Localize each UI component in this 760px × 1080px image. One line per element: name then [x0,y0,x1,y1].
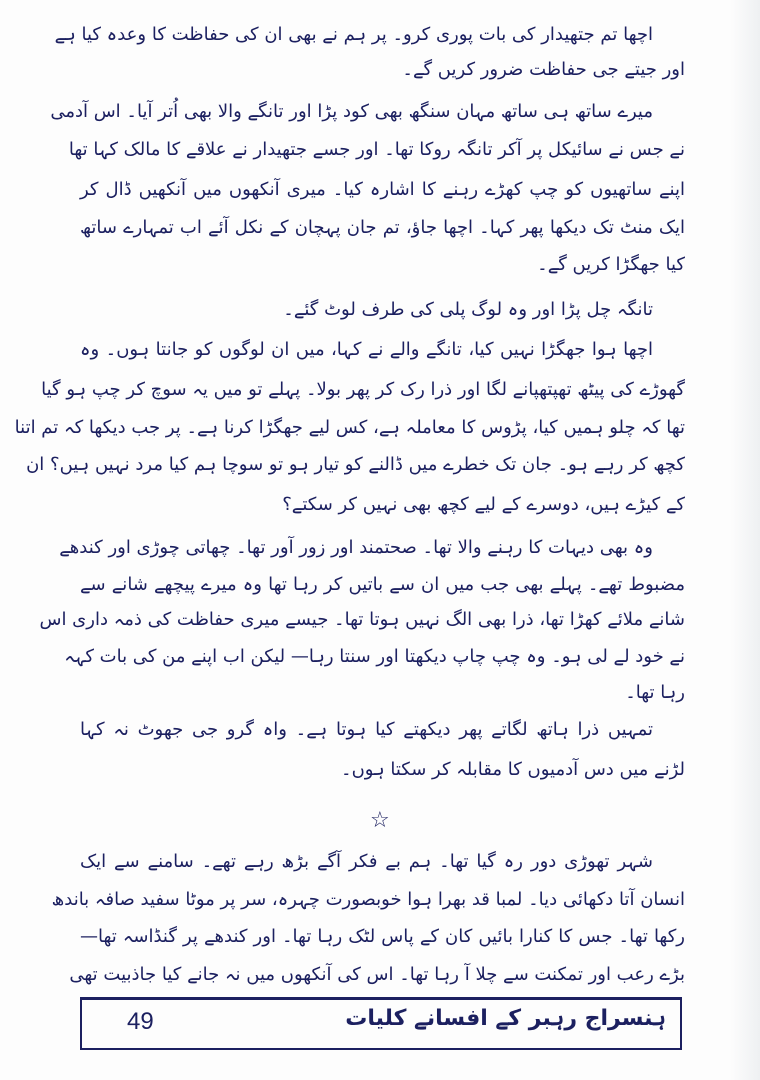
text-line: کچھ کر رہے ہو۔ جان تک خطرے میں ڈالنے کو تیار ہو تو سوچا ہم کیا مرد نہیں ہیں؟ ان [26,454,685,475]
text-line: اچھا ہوا جھگڑا نہیں کیا، تانگے والے نے کہا، میں ان لوگوں کو جانتا ہوں۔ وہ [80,339,653,360]
book-title: ہنسراج رہبر کے افسانے کلیات [345,1006,666,1031]
text-line: تمہیں ذرا ہاتھ لگاتے پھر دیکھتے کیا ہوتا ہے۔ واہ گرو جی جھوٹ نہ کہا [80,719,653,740]
text-line: وہ بھی دیہات کا رہنے والا تھا۔ صحتمند اور زور آور تھا۔ چھاتی چوڑی اور کندھے [59,537,653,558]
text-line: مضبوط تھے۔ پہلے بھی جب میں ان سے باتیں کر رہا تھا وہ میرے پیچھے شانے سے [80,574,685,595]
text-line: نے جس نے سائیکل پر آکر تانگہ روکا تھا۔ اور جسے جتھیدار نے علاقے کا مالک کہا تھا [68,139,685,160]
section-separator-star-icon: ☆ [370,808,390,833]
text-line: اور جیتے جی حفاظت ضرور کریں گے۔ [402,59,685,80]
text-line: شانے ملائے کھڑا تھا، ذرا بھی الگ نہیں ہوتا تھا۔ جیسے میری حفاظت کی ذمہ داری اس [39,609,685,630]
text-line: تانگہ چل پڑا اور وہ لوگ پلی کی طرف لوٹ گئے۔ [283,299,653,320]
page-footer [80,997,682,1050]
text-line: ایک منٹ تک دیکھا پھر کہا۔ اچھا جاؤ، تم جان پہچان کے نکل آئے اب تمہارے ساتھ [80,217,685,238]
text-line: انسان آتا دکھائی دیا۔ لمبا قد بھرا ہوا خوبصورت چہرہ، سر پر موٹا سفید صافہ باندھ [51,889,685,910]
text-line: لڑنے میں دس آدمیوں کا مقابلہ کر سکتا ہوں۔ [341,759,685,780]
text-line: نے خود لے لی ہو۔ وہ چپ چاپ دیکھتا اور سنتا رہا— لیکن اب اپنے من کی بات کہہ [64,646,685,667]
page-edge-shadow [730,0,760,1080]
text-line: تھا کہ چلو ہمیں کیا، پڑوس کا معاملہ ہے، کس لیے جھگڑا کرنا ہے۔ پر جب دیکھا کہ تم اتنا [14,417,685,438]
text-line: اپنے ساتھیوں کو چپ کھڑے رہنے کا اشارہ کیا۔ میری آنکھوں میں آنکھیں ڈال کر [80,179,685,200]
text-line: رکھا تھا۔ جس کا کنارا بائیں کان کے پاس لٹک رہا تھا۔ اور کندھے پر گنڈاسہ تھا— [80,926,685,947]
text-line: اچھا تم جتھیدار کی بات پوری کرو۔ پر ہم نے بھی ان کی حفاظت کا وعدہ کیا ہے [54,24,653,45]
page-number: 49 [127,1008,154,1035]
text-line: شہر تھوڑی دور رہ گیا تھا۔ ہم بے فکر آگے بڑھ رہے تھے۔ سامنے سے ایک [80,851,653,872]
text-line: گھوڑے کی پیٹھ تھپتھپانے لگا اور ذرا رک کر پھر بولا۔ پہلے تو میں یہ سوچ کر چپ ہو گیا [41,379,685,400]
text-line: رہا تھا۔ [625,682,685,703]
text-line: بڑے رعب اور تمکنت سے چلا آ رہا تھا۔ اس کی آنکھوں میں نہ جانے کیا جاذبیت تھی [69,964,685,985]
text-line: میرے ساتھ ہی ساتھ مہان سنگھ بھی کود پڑا اور تانگے والا بھی اُتر آیا۔ اس آدمی [50,101,653,122]
text-line: کے کیڑے ہیں، دوسرے کے لیے کچھ بھی نہیں کر سکتے؟ [282,494,685,515]
text-line: کیا جھگڑا کریں گے۔ [537,254,685,275]
